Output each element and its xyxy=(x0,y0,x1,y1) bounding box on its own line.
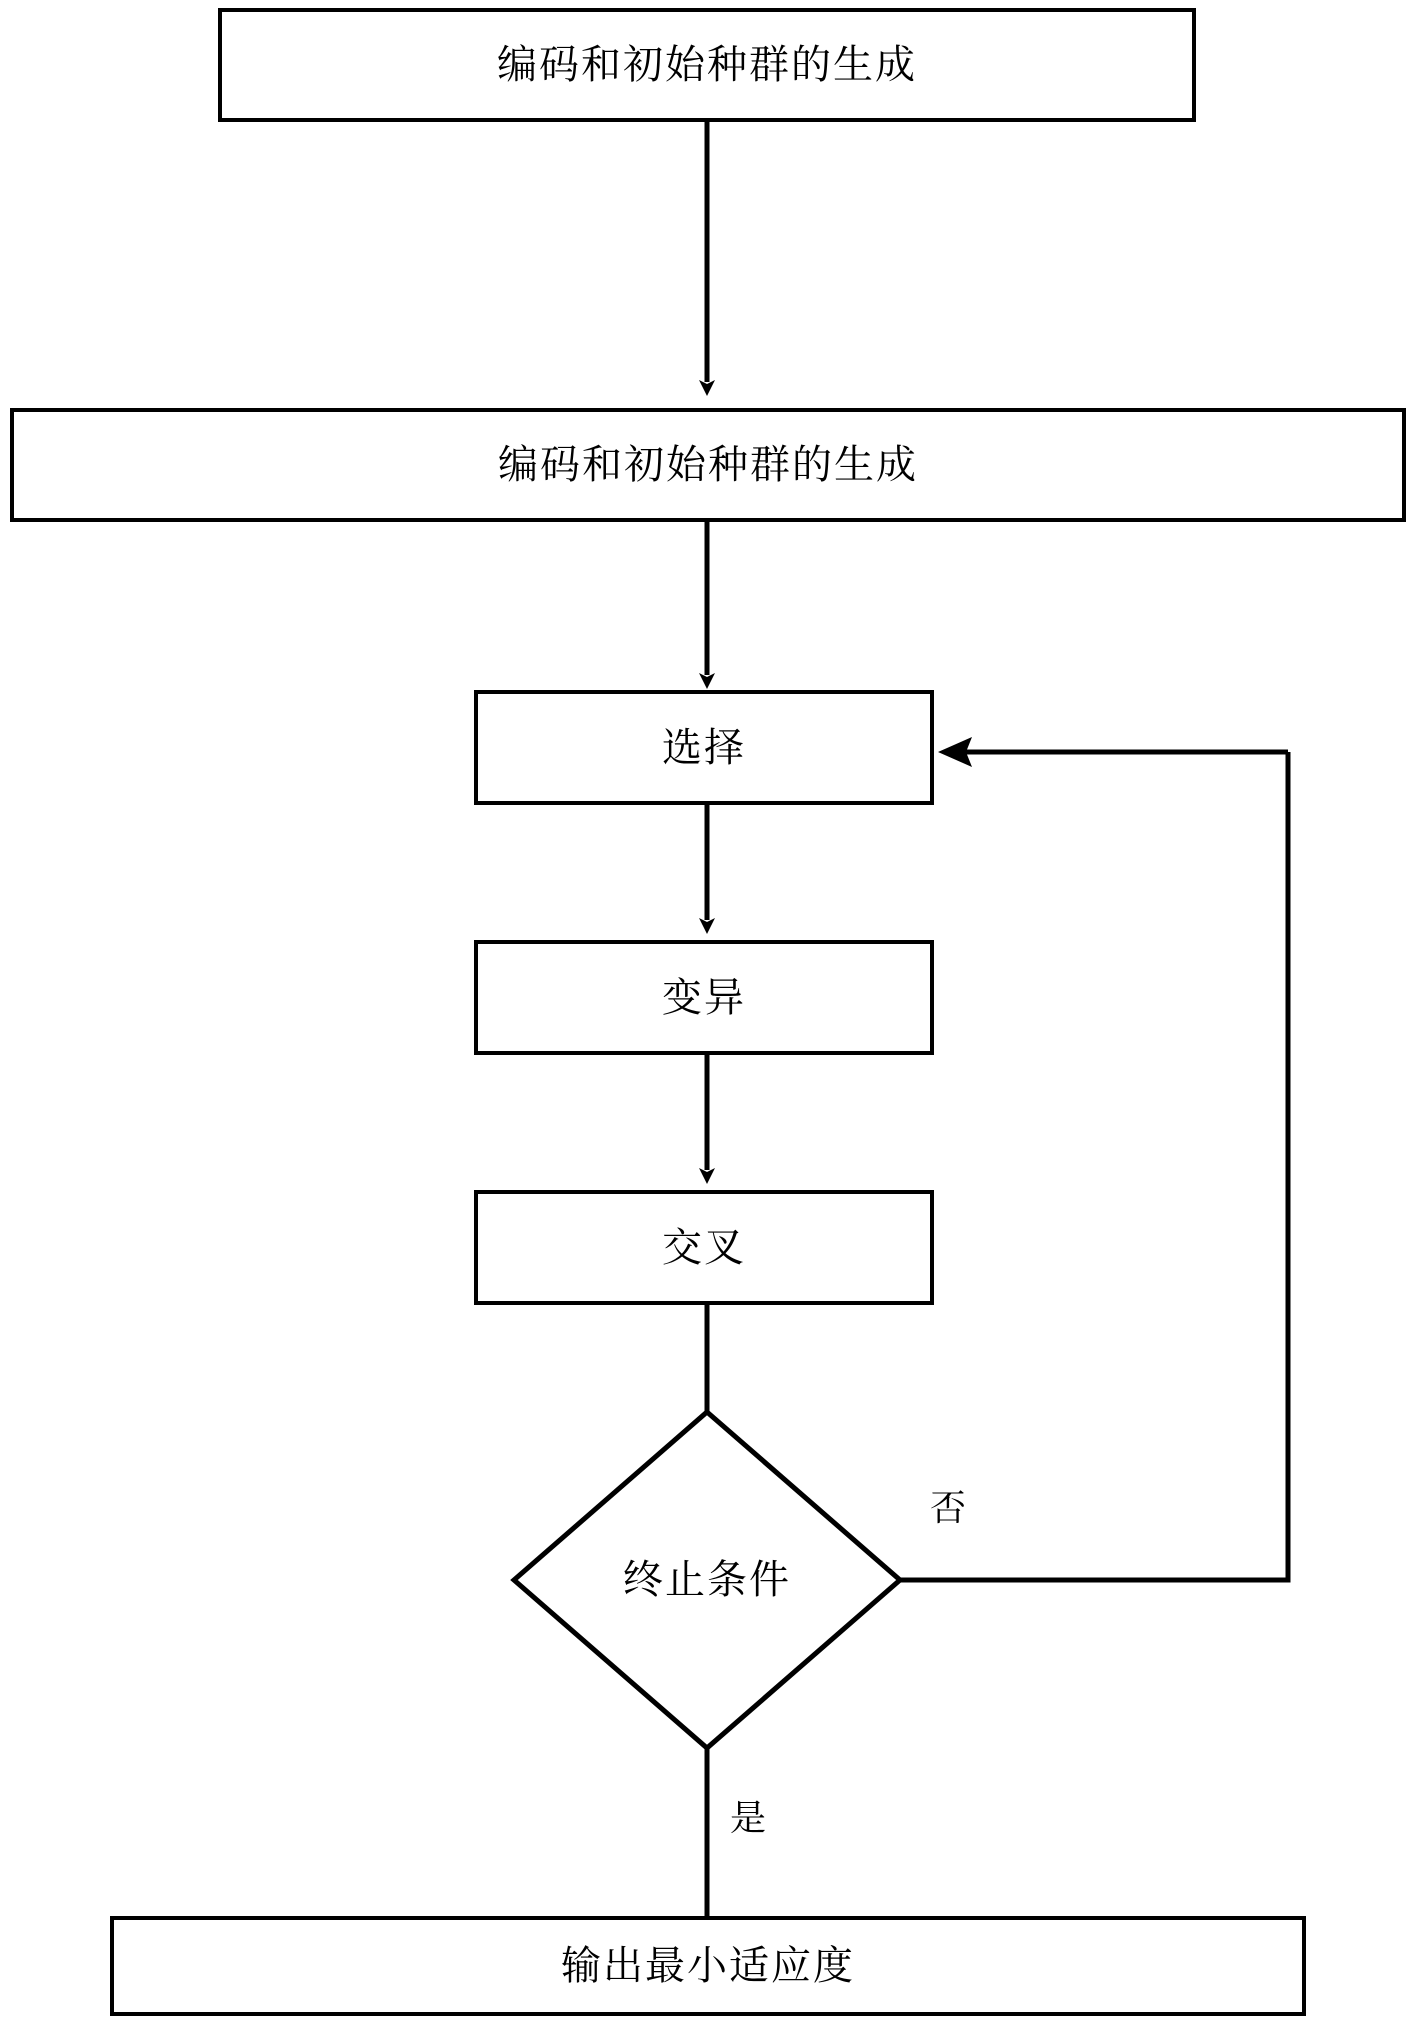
node-label: 变异 xyxy=(662,975,746,1020)
edge-label-no: 否 xyxy=(930,1487,967,1528)
decision-terminate-condition xyxy=(514,1412,900,1748)
node-label: 终止条件 xyxy=(623,1558,791,1602)
node-label: 编码和初始种群的生成 xyxy=(497,43,917,87)
node-mutation xyxy=(474,940,934,1055)
node-output-min-fitness xyxy=(110,1916,1306,2016)
edge-label-yes: 是 xyxy=(730,1797,767,1838)
node-label: 交叉 xyxy=(662,1225,746,1270)
node-encode-init-population-1 xyxy=(218,8,1196,122)
edge-n6-n3-no xyxy=(900,752,1288,1580)
node-label: 输出最小适应度 xyxy=(561,1944,855,1988)
node-encode-init-population-2 xyxy=(10,408,1406,522)
node-label: 编码和初始种群的生成 xyxy=(498,443,918,487)
node-crossover xyxy=(474,1190,934,1305)
node-selection xyxy=(474,690,934,805)
node-label: 选择 xyxy=(662,725,746,770)
